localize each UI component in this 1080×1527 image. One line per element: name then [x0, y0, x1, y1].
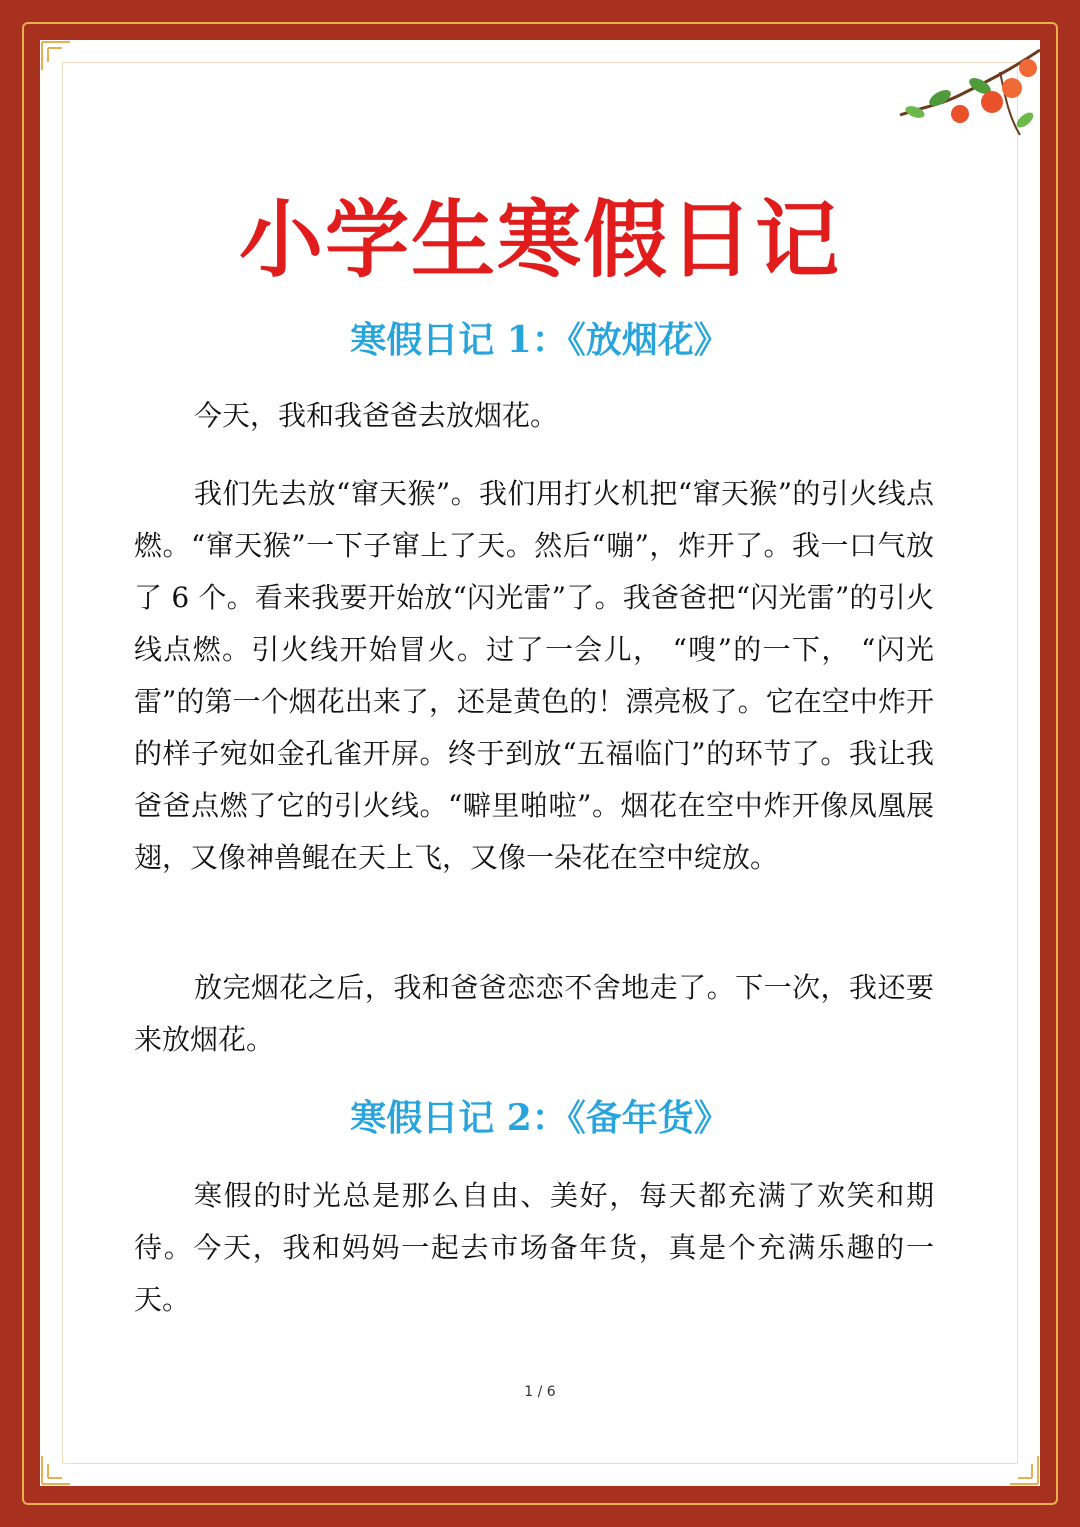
diary-1-paragraph-1: 今天，我和我爸爸去放烟花。	[194, 399, 559, 432]
page-indicator: 1 / 6	[524, 1384, 556, 1400]
corner-ornament-icon	[994, 1440, 1040, 1486]
diary-2-paragraph-1: 寒假的时光总是那么自由、美好，每天都充满了欢笑和期待。今天，我和妈妈一起去市场备年货，真是个充满乐趣的一天。	[134, 1179, 934, 1316]
diary-1-paragraph-2: 我们先去放“窜天猴”。我们用打火机把“窜天猴”的引火线点燃。“窜天猴”一下子窜上了天。然后“嘣”，炸开了。我一口气放了 6 个。看来我要开始放“闪光雷”了。我爸爸把“闪光雷”的引火线点燃。引火线开始冒火。过了一会儿， “嗖”的一下， “闪光雷”的第一个烟花出来了，还是黄色的！漂亮极了。它在空中炸开的样子宛如金孔雀开屏。终于到放“五福临门”的环节了。我让我爸爸点燃了它的引火线。“噼里啪啦”。烟花在空中炸开像凤凰展翅，又像神兽鲲在天上飞，又像一朵花在空中绽放。	[134, 477, 934, 874]
diary-1-paragraph-3: 放完烟花之后，我和爸爸恋恋不舍地走了。下一次，我还要来放烟花。	[134, 971, 934, 1056]
corner-ornament-icon	[40, 1440, 86, 1486]
page-title: 小学生寒假日记	[238, 191, 841, 289]
diary-2-heading: 寒假日记 2：《备年货》	[350, 1097, 730, 1139]
corner-ornament-icon	[40, 40, 86, 86]
diary-1-heading: 寒假日记 1：《放烟花》	[350, 319, 730, 361]
persimmon-branch-icon	[880, 40, 1040, 160]
